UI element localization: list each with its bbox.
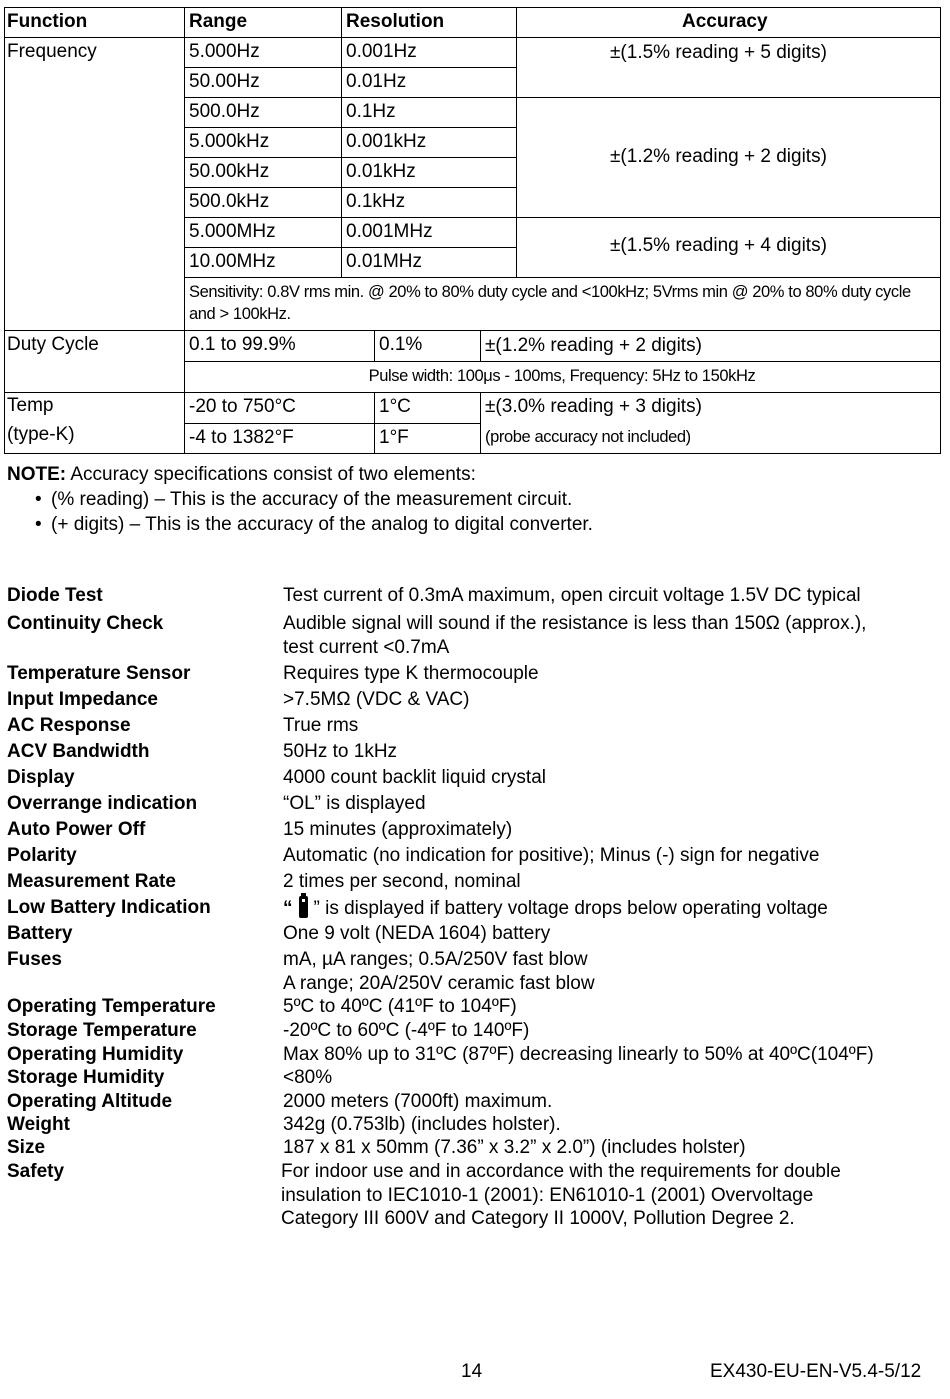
range-cell: -20 to 750°C — [189, 396, 296, 417]
resolution-cell: 0.01Hz — [346, 71, 407, 92]
spec-label: Input Impedance — [7, 689, 158, 710]
spec-label: Display — [7, 767, 75, 788]
range-cell: 50.00kHz — [189, 161, 270, 182]
note-bullet-text: (+ digits) – This is the accuracy of the analog to digital converter. — [51, 514, 593, 535]
spec-value: 2000 meters (7000ft) maximum. — [283, 1091, 553, 1112]
spec-value: 50Hz to 1kHz — [283, 741, 398, 762]
spec-value: test current <0.7mA — [283, 637, 450, 658]
bullet-icon: • — [35, 514, 42, 535]
page-number: 14 — [461, 1361, 483, 1382]
spec-label: Operating Altitude — [7, 1091, 173, 1112]
spec-value: 4000 count backlit liquid crystal — [283, 767, 546, 788]
sensitivity-note: Sensitivity: 0.8V rms min. @ 20% to 80% duty cycle and <100kHz; 5Vrms min @ 20% to 80% duty cycle and > 100kHz. — [189, 283, 911, 323]
pulse-width-note: Pulse width: 100μs - 100ms, Frequency: 5Hz to 150kHz — [368, 367, 756, 385]
range-cell: 500.0Hz — [189, 101, 260, 122]
spec-label: Continuity Check — [7, 613, 164, 634]
spec-label: Operating Temperature — [7, 996, 216, 1017]
note-intro — [7, 462, 907, 487]
range-cell: 5.000kHz — [189, 131, 270, 152]
header-accuracy: Accuracy — [682, 11, 768, 32]
spec-label: Overrange indication — [7, 793, 198, 814]
note-title: NOTE: — [7, 464, 67, 485]
accuracy-cell: ±(1.5% reading + 5 digits) — [610, 42, 827, 63]
spec-value: 15 minutes (approximately) — [283, 819, 513, 840]
spec-value: -20ºC to 60ºC (-4ºF to 140ºF) — [283, 1020, 530, 1041]
spec-value: Category III 600V and Category II 1000V, Pollution Degree 2. — [281, 1208, 795, 1229]
spec-label: Safety — [7, 1161, 65, 1182]
spec-label: Diode Test — [7, 585, 103, 606]
function-frequency: Frequency — [7, 41, 97, 62]
spec-value: A range; 20A/250V ceramic fast blow — [283, 973, 595, 994]
spec-value: Automatic (no indication for positive); Minus (-) sign for negative — [283, 845, 820, 866]
spec-value: Requires type K thermocouple — [283, 663, 539, 684]
resolution-cell: 0.001MHz — [346, 221, 433, 242]
accuracy-cell: ±(1.5% reading + 4 digits) — [610, 235, 827, 256]
resolution-cell: 0.01kHz — [346, 161, 416, 182]
spec-value: <80% — [283, 1067, 333, 1088]
spec-value-text: ” is displayed if battery voltage drops below operating voltage — [313, 898, 828, 919]
quote-open: “ — [283, 898, 293, 919]
spec-label: Measurement Rate — [7, 871, 176, 892]
spec-label: ACV Bandwidth — [7, 741, 150, 762]
spec-value: 2 times per second, nominal — [283, 871, 521, 892]
accuracy-cell: ±(3.0% reading + 3 digits) — [485, 396, 702, 417]
bullet-icon: • — [35, 489, 42, 510]
spec-label: Storage Humidity — [7, 1067, 165, 1088]
range-cell: 5.000MHz — [189, 221, 276, 242]
resolution-cell: 1°F — [379, 427, 409, 448]
spec-value: Max 80% up to 31ºC (87ºF) decreasing linearly to 50% at 40ºC(104ºF) — [283, 1044, 874, 1065]
note-bullet — [7, 487, 907, 512]
range-cell: -4 to 1382°F — [189, 427, 294, 448]
document-id: EX430-EU-EN-V5.4-5/12 — [710, 1361, 922, 1382]
accuracy-note-block — [7, 462, 907, 537]
note-bullet — [7, 512, 907, 537]
accuracy-note: (probe accuracy not included) — [485, 428, 691, 446]
header-function: Function — [7, 11, 88, 32]
spec-value: Test current of 0.3mA maximum, open circuit voltage 1.5V DC typical — [283, 585, 861, 606]
spec-label: Size — [7, 1137, 46, 1158]
resolution-cell: 0.1Hz — [346, 101, 396, 122]
spec-value: 187 x 81 x 50mm (7.36” x 3.2” x 2.0”) (includes holster) — [283, 1137, 746, 1158]
note-bullet-text: (% reading) – This is the accuracy of the measurement circuit. — [51, 489, 573, 510]
range-cell: 5.000Hz — [189, 41, 260, 62]
range-cell: 500.0kHz — [189, 191, 270, 212]
spec-label: Weight — [7, 1114, 70, 1135]
accuracy-cell: ±(1.2% reading + 2 digits) — [610, 146, 827, 167]
accuracy-cell: ±(1.2% reading + 2 digits) — [485, 335, 702, 356]
spec-value: One 9 volt (NEDA 1604) battery — [283, 923, 551, 944]
resolution-cell: 0.1kHz — [346, 191, 406, 212]
note-text: Accuracy specifications consist of two elements: — [66, 464, 476, 485]
spec-label: Auto Power Off — [7, 819, 146, 840]
header-range: Range — [189, 11, 248, 32]
resolution-cell: 0.001Hz — [346, 41, 417, 62]
spec-value: “OL” is displayed — [283, 793, 426, 814]
spec-table — [4, 7, 941, 454]
spec-label: Battery — [7, 923, 73, 944]
spec-label: Storage Temperature — [7, 1020, 197, 1041]
resolution-cell: 0.1% — [379, 334, 423, 355]
spec-label: Operating Humidity — [7, 1044, 184, 1065]
function-duty-cycle: Duty Cycle — [7, 334, 99, 355]
spec-label: Polarity — [7, 845, 77, 866]
function-temp: Temp — [7, 395, 54, 416]
range-cell: 0.1 to 99.9% — [189, 334, 296, 355]
range-cell: 50.00Hz — [189, 71, 260, 92]
spec-value: Audible signal will sound if the resistance is less than 150Ω (approx.), — [283, 613, 867, 634]
spec-value: 342g (0.753lb) (includes holster). — [283, 1114, 561, 1135]
battery-icon — [299, 896, 308, 918]
function-temp-type: (type-K) — [7, 424, 75, 445]
spec-value: True rms — [283, 715, 359, 736]
spec-label: Temperature Sensor — [7, 663, 191, 684]
spec-label: AC Response — [7, 715, 131, 736]
spec-value: For indoor use and in accordance with the requirements for double — [281, 1161, 841, 1182]
spec-value: >7.5MΩ (VDC & VAC) — [283, 689, 470, 710]
spec-value: insulation to IEC1010-1 (2001): EN61010-1 (2001) Overvoltage — [281, 1185, 814, 1206]
spec-value: 5ºC to 40ºC (41ºF to 104ºF) — [283, 996, 517, 1017]
spec-value — [283, 896, 828, 921]
resolution-cell: 0.01MHz — [346, 251, 423, 272]
range-cell: 10.00MHz — [189, 251, 276, 272]
header-resolution: Resolution — [346, 11, 445, 32]
resolution-cell: 1°C — [379, 396, 411, 417]
spec-label: Low Battery Indication — [7, 897, 211, 918]
resolution-cell: 0.001kHz — [346, 131, 427, 152]
spec-label: Fuses — [7, 949, 62, 970]
spec-value: mA, µA ranges; 0.5A/250V fast blow — [283, 949, 588, 970]
